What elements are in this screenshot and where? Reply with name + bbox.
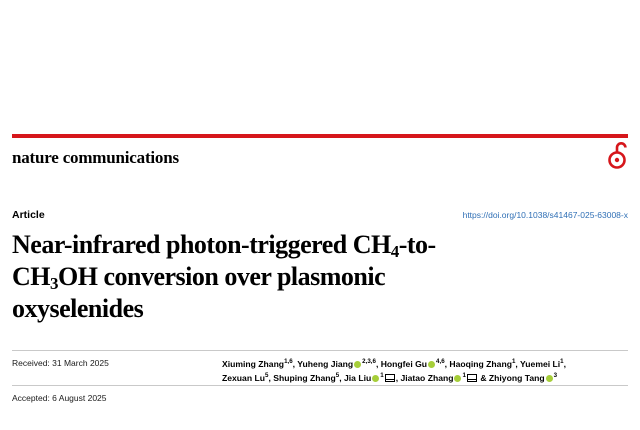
author-affiliation-marker: 1 <box>511 358 516 366</box>
received-date: Received: 31 March 2025 <box>12 358 109 368</box>
author-name: Yuheng Jiang <box>297 359 354 369</box>
author-name: Xiuming Zhang <box>222 359 285 369</box>
divider-middle <box>12 385 628 386</box>
title-line1-part-a: Near-infrared photon-triggered CH <box>12 230 391 259</box>
author-affiliation-marker: 1 <box>462 372 466 380</box>
author-list <box>222 357 628 385</box>
author-separator: , <box>515 359 521 369</box>
orcid-icon[interactable] <box>372 375 379 382</box>
author-affiliation-marker: 4,6 <box>436 358 445 366</box>
author-affiliation-marker: 1 <box>560 358 564 366</box>
author-line-1 <box>222 357 628 371</box>
page-title <box>12 230 572 323</box>
author-separator: , <box>375 359 381 369</box>
orcid-icon[interactable] <box>454 375 461 382</box>
author-line-2 <box>222 371 628 385</box>
author-name: Zhiyong Tang <box>488 373 545 383</box>
author-separator: , <box>292 359 298 369</box>
accepted-date: Accepted: 6 August 2025 <box>12 393 107 403</box>
title-line3: oxyselenides <box>12 294 144 323</box>
paper-first-page <box>0 62 640 430</box>
doi-link[interactable]: https://doi.org/10.1038/s41467-025-63008-x <box>462 210 628 220</box>
title-line2-part-a: CH <box>12 262 50 291</box>
journal-masthead: nature communications <box>12 148 179 167</box>
journal-red-rule <box>12 134 628 138</box>
author-separator: , <box>395 373 401 383</box>
author-name: Haoqing Zhang <box>449 359 512 369</box>
title-line1-subscript: 4 <box>390 242 399 261</box>
orcid-icon[interactable] <box>428 361 435 368</box>
author-affiliation-marker: 3 <box>553 372 558 380</box>
title-line2-subscript: 3 <box>50 274 58 293</box>
author-separator: & <box>477 373 489 383</box>
title-line1-part-b: -to- <box>398 230 436 259</box>
title-line2-part-b: OH conversion over plasmonic <box>58 262 386 291</box>
corresponding-author-email-icon[interactable] <box>467 374 477 382</box>
divider-top <box>12 350 628 351</box>
author-separator: , <box>444 359 450 369</box>
author-name: Zexuan Lu <box>222 373 265 383</box>
author-affiliation-marker: 5 <box>264 372 269 380</box>
author-affiliation-marker: 5 <box>335 372 340 380</box>
author-separator: , <box>339 373 344 383</box>
author-separator: , <box>563 359 567 369</box>
orcid-icon[interactable] <box>354 361 361 368</box>
author-name: Jiatao Zhang <box>400 373 454 383</box>
author-affiliation-marker: 2,3,6 <box>362 358 376 366</box>
author-affiliation-marker: 1 <box>380 372 384 380</box>
article-meta-row <box>12 209 628 223</box>
open-access-lock-icon <box>606 142 628 170</box>
corresponding-author-email-icon[interactable] <box>385 374 395 382</box>
orcid-icon[interactable] <box>546 375 553 382</box>
author-separator: , <box>268 373 274 383</box>
article-type-label: Article <box>12 209 45 221</box>
author-name: Hongfei Gu <box>380 359 428 369</box>
author-name: Shuping Zhang <box>273 373 336 383</box>
author-name: Jia Liu <box>344 373 372 383</box>
author-affiliation-marker: 1,6 <box>284 358 293 366</box>
author-name: Yuemei Li <box>520 359 561 369</box>
